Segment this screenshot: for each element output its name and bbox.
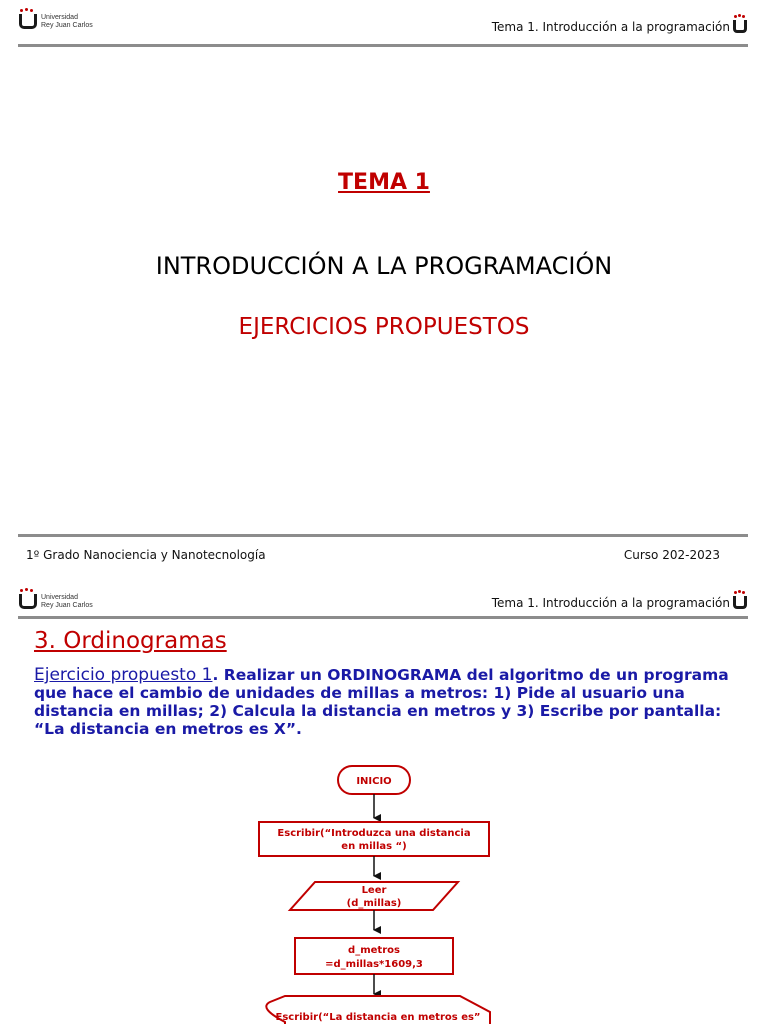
flow-output-label-2: en millas “): [341, 841, 407, 852]
topic-title: INTRODUCCIÓN A LA PROGRAMACIÓN: [155, 252, 613, 280]
topic-number: TEMA 1: [338, 170, 430, 195]
degree-label: 1º Grado Nanociencia y Nanotecnología: [26, 548, 266, 562]
flow-input-label-1: Leer: [361, 885, 387, 896]
exercise-statement: [34, 666, 744, 738]
header-divider: [18, 616, 748, 619]
urjc-small-logo-icon: [732, 14, 746, 34]
logo-text: Universidad Rey Juan Carlos: [41, 594, 93, 609]
section-title: 3. Ordinogramas: [34, 628, 227, 654]
flow-display-label-1: Escribir(“La distancia en metros es”: [275, 1012, 481, 1023]
exercise-lead: Ejercicio propuesto 1: [34, 665, 213, 685]
header-title: Tema 1. Introducción a la programación: [491, 596, 730, 610]
urjc-small-logo-icon: [732, 590, 746, 610]
urjc-logo-icon: [18, 588, 36, 610]
course-label: Curso 202-2023: [623, 548, 720, 562]
flow-output-label-1: Escribir(“Introduzca una distancia: [277, 828, 471, 839]
header-divider: [18, 44, 748, 47]
exercise-slide: [0, 580, 768, 1024]
university-logo: [18, 8, 93, 30]
university-logo: [18, 588, 93, 610]
exercise-text: . Realizar un ORDINOGRAMA del algoritmo de un programa que hace el cambio de unidades de millas a metros: 1) Pide al usuario una distancia en millas; 2) Calcula la distancia en metros y 3) Escribe por pantalla: “La distancia en metros es X”.: [34, 666, 729, 738]
flowchart: [0, 760, 768, 1024]
exercises-title: EJERCICIOS PROPUESTOS: [238, 314, 530, 340]
header-title: Tema 1. Introducción a la programación: [491, 20, 730, 34]
urjc-logo-icon: [18, 8, 36, 30]
flow-start-label: INICIO: [356, 776, 392, 787]
flow-input-label-2: (d_millas): [346, 898, 402, 909]
logo-text: Universidad Rey Juan Carlos: [41, 14, 93, 29]
flow-process-label-1: d_metros: [348, 945, 400, 956]
flow-process-label-2: =d_millas*1609,3: [325, 959, 423, 970]
footer-divider: [18, 534, 748, 537]
